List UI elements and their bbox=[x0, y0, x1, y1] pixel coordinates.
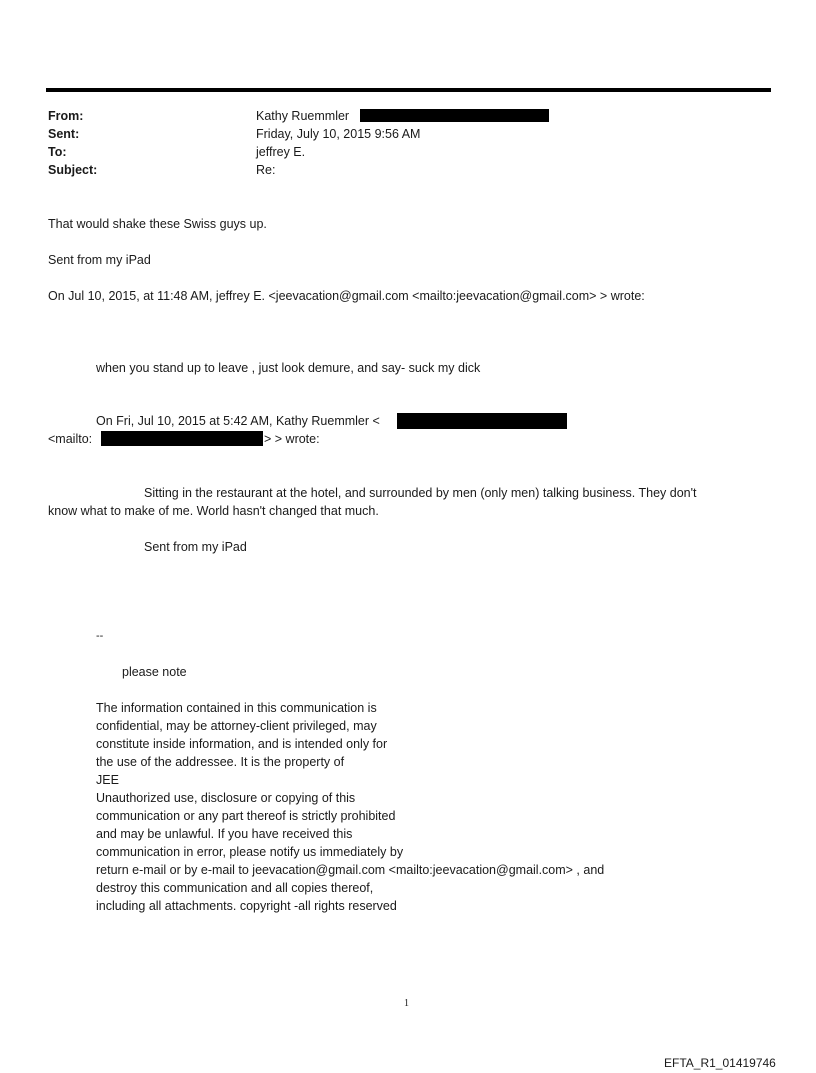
mailto-suffix: > > wrote: bbox=[264, 432, 320, 446]
sent-label: Sent: bbox=[48, 127, 80, 141]
please-note: please note bbox=[122, 665, 187, 679]
subject-label: Subject: bbox=[48, 163, 98, 177]
subject-value: Re: bbox=[256, 163, 276, 177]
disclaimer-line: communication in error, please notify us immediately by bbox=[96, 845, 404, 859]
body-line: That would shake these Swiss guys up. bbox=[48, 217, 267, 231]
redaction-bar bbox=[101, 431, 263, 446]
disclaimer-line: constitute inside information, and is intended only for bbox=[96, 737, 388, 751]
to-label: To: bbox=[48, 145, 67, 159]
quote-body-line: know what to make of me. World hasn't changed that much. bbox=[48, 504, 379, 518]
document-id: EFTA_R1_01419746 bbox=[664, 1056, 776, 1070]
quote-body-line: Sitting in the restaurant at the hotel, and surrounded by men (only men) talking business. They don't bbox=[144, 486, 697, 500]
disclaimer-line: Unauthorized use, disclosure or copying of this bbox=[96, 791, 356, 805]
redaction-bar bbox=[360, 109, 549, 122]
disclaimer-line: return e-mail or by e-mail to jeevacation@gmail.com <mailto:jeevacation@gmail.com> , and bbox=[96, 863, 605, 877]
disclaimer-line: destroy this communication and all copies thereof, bbox=[96, 881, 374, 895]
quote-attribution-inner: On Fri, Jul 10, 2015 at 5:42 AM, Kathy Ruemmler < bbox=[96, 414, 380, 428]
disclaimer-line: the use of the addressee. It is the property of bbox=[96, 755, 345, 769]
page-number: 1 bbox=[404, 998, 409, 1009]
reply-text: when you stand up to leave , just look demure, and say- suck my dick bbox=[96, 361, 481, 375]
disclaimer-line: including all attachments. copyright -all rights reserved bbox=[96, 899, 397, 913]
from-label: From: bbox=[48, 109, 84, 123]
disclaimer-line: JEE bbox=[96, 773, 119, 787]
mailto-prefix: <mailto: bbox=[48, 432, 93, 446]
header-rule bbox=[46, 88, 771, 92]
to-value: jeffrey E. bbox=[256, 145, 306, 159]
disclaimer-line: communication or any part thereof is strictly prohibited bbox=[96, 809, 396, 823]
disclaimer-line: The information contained in this communication is bbox=[96, 701, 377, 715]
quote-attribution: On Jul 10, 2015, at 11:48 AM, jeffrey E. <jeevacation@gmail.com <mailto:jeevacation@gmail.com> > wrote: bbox=[48, 289, 645, 303]
quote-signature: Sent from my iPad bbox=[144, 540, 247, 554]
from-value: Kathy Ruemmler bbox=[256, 109, 350, 123]
body-signature: Sent from my iPad bbox=[48, 253, 151, 267]
separator-dashes: -- bbox=[96, 630, 104, 642]
disclaimer-line: confidential, may be attorney-client privileged, may bbox=[96, 719, 377, 733]
redaction-bar bbox=[397, 413, 567, 429]
sent-value: Friday, July 10, 2015 9:56 AM bbox=[256, 127, 421, 141]
disclaimer-line: and may be unlawful. If you have received this bbox=[96, 827, 353, 841]
